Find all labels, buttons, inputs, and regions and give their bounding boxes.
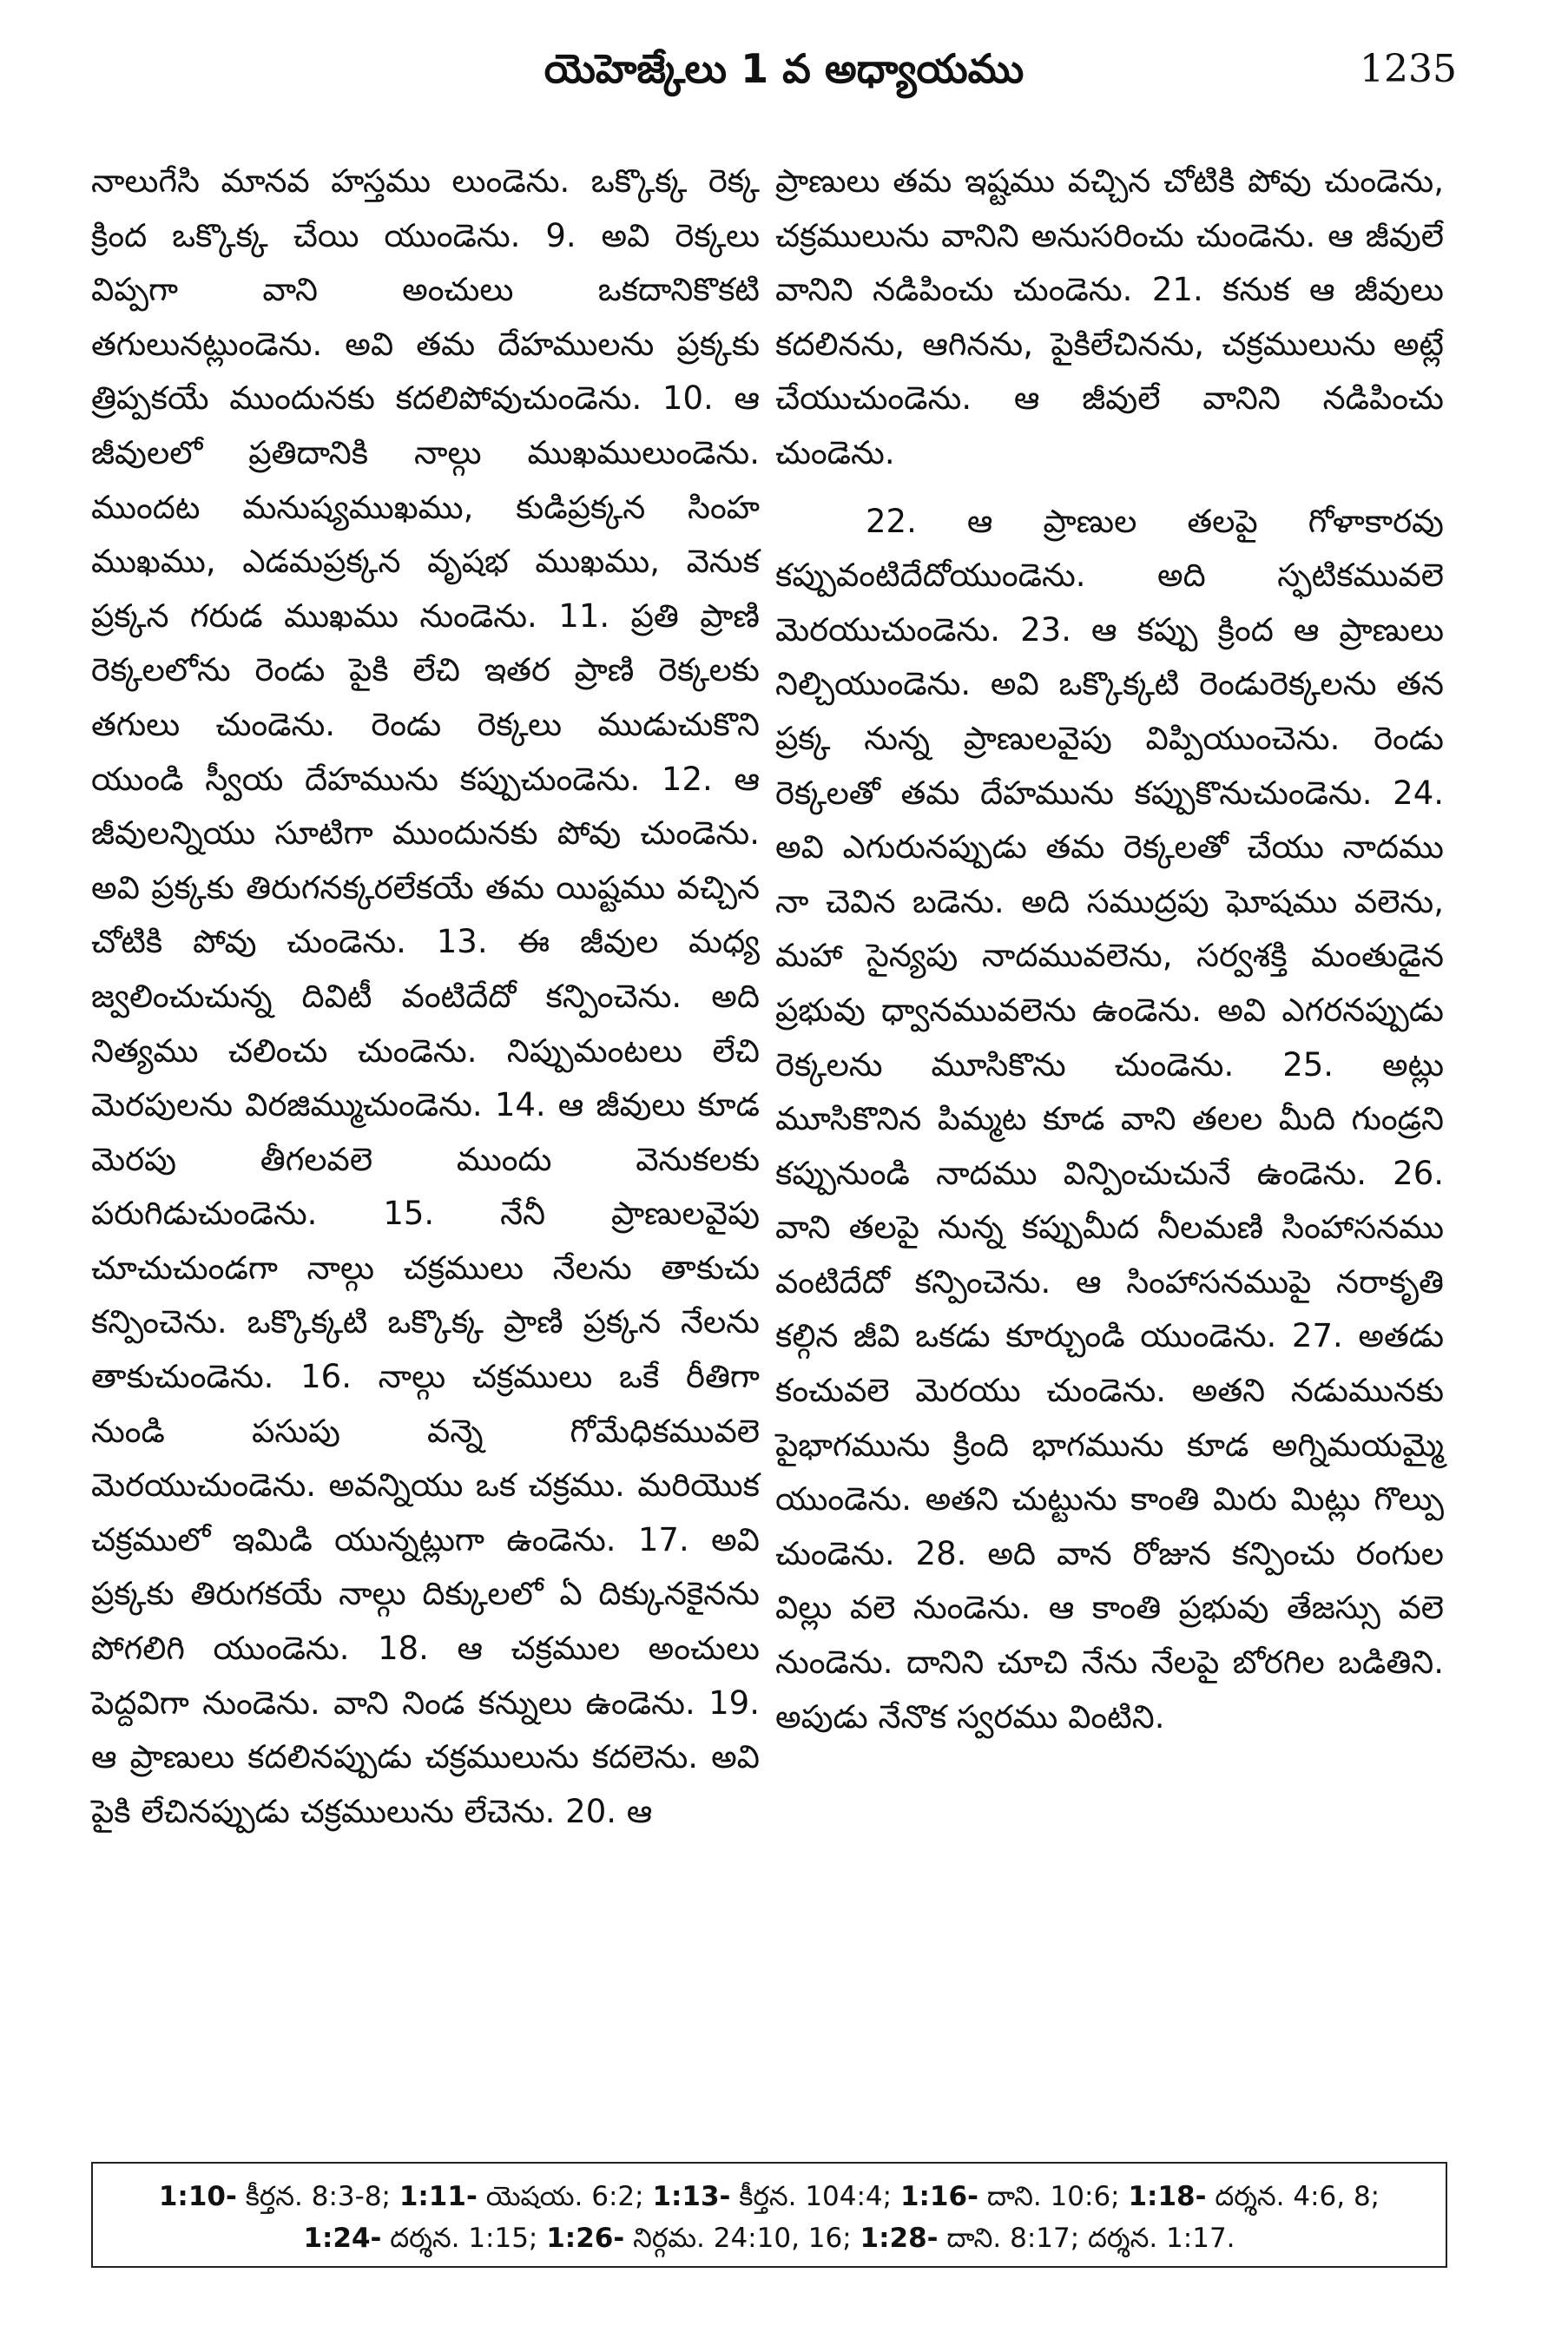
footnote-text: యెషయ. 6:2; <box>485 2181 644 2212</box>
footnote-item <box>546 2223 851 2254</box>
footnote-item <box>900 2181 1120 2212</box>
footnote-ref: 1:10- <box>158 2181 237 2212</box>
right-column <box>775 155 1444 1744</box>
footnote-ref: 1:11- <box>399 2181 478 2212</box>
right-column-paragraph-1: ప్రాణులు తమ ఇష్టము వచ్చిన చోటికి పోవు చుండెను, చక్రములును వానిని అనుసరించు చుండెను. ఆ జీవులే వానిని నడిపించు చుండెను. 21. కనుక ఆ జీవులు కదలినను, ఆగినను, పైకిలేచినను, చక్రములును అట్లే చేయుచుండెను. ఆ జీవులే వానిని నడిపించు చుండెను. <box>775 162 1444 471</box>
page-header <box>0 45 1568 115</box>
footnote-text: కీర్తన. 104:4; <box>739 2181 893 2212</box>
footnote-item <box>303 2223 537 2254</box>
footnote-item <box>159 2181 391 2212</box>
footnote-text: దర్శన. 1:15; <box>390 2223 538 2254</box>
right-column-paragraph-2: 22. ఆ ప్రాణుల తలపై గోళాకారవు కప్పువంటిదేదోయుండెను. అది స్ఫటికమువలె మెరయుచుండెను. 23. ఆ కప్పు క్రింద ఆ ప్రాణులు నిల్చియుండెను. అవి ఒక్కొక్కటి రెండురెక్కలను తన ప్రక్క నున్న ప్రాణులవైపు విప్పియుంచెను. రెండు రెక్కలతో తమ దేహమును కప్పుకొనుచుండెను. 24. అవి ఎగురునప్పుడు తమ రెక్కలతో చేయు నాదము నా చెవిన బడెను. అది సముద్రపు ఘోషము వలెను, మహా సైన్యపు నాదమువలెను, సర్వశక్తి మంతుడైన ప్రభువు ధ్వానమువలెను ఉండెను. అవి ఎగరనప్పుడు రెక్కలను మూసికొను చుండెను. 25. అట్లు మూసికొనిన పిమ్మట కూడ వాని తలల మీది గుండ్రని కప్పునుండి నాదము విన్పించుచునే ఉండెను. 26. వాని తలపై నున్న కప్పుమీద నీలమణి సింహాసనము వంటిదేదో కన్పించెను. ఆ సింహాసనముపై నరాకృతి కల్గిన జీవి ఒకడు కూర్చుండి యుండెను. 27. అతడు కంచువలె మెరయు చుండెను. అతని నడుమునకు పైభాగమును క్రింది భాగమును కూడ అగ్నిమయమ్మై యుండెను. అతని చుట్టును కాంతి మిరు మిట్లు గొల్పు చుండెను. 28. అది వాన రోజున కన్పించు రంగుల విల్లు వలె నుండెను. ఆ కాంతి ప్రభువు తేజస్సు వలె నుండెను. దానిని చూచి నేను నేలపై బోరగిల బడితిని. అపుడు నేనొక స్వరము వింటిని. <box>775 502 1444 1736</box>
footnote-item <box>399 2181 644 2212</box>
footnote-item <box>1128 2181 1380 2212</box>
footnote-ref: 1:16- <box>899 2181 978 2212</box>
footnote-ref: 1:24- <box>303 2223 382 2254</box>
footnote-text: దాని. 10:6; <box>986 2181 1120 2212</box>
cross-reference-box <box>91 2162 1447 2268</box>
page-number: 1235 <box>1360 47 1457 91</box>
footnote-item <box>652 2181 892 2212</box>
footnote-ref: 1:28- <box>860 2223 939 2254</box>
footnote-text: దర్శన. 4:6, 8; <box>1215 2181 1380 2212</box>
left-column <box>91 155 760 1839</box>
footnote-ref: 1:13- <box>652 2181 731 2212</box>
footnote-ref: 1:26- <box>546 2223 625 2254</box>
left-column-text: నాలుగేసి మానవ హస్తము లుండెను. ఒక్కొక్క రెక్క క్రింద ఒక్కొక్క చేయి యుండెను. 9. అవి రెక్కలు విప్పగా వాని అంచులు ఒకదానికొకటి తగులునట్లుండెను. అవి తమ దేహములను ప్రక్కకు త్రిప్పకయే ముందునకు కదలిపోవుచుండెను. 10. ఆ జీవులలో ప్రతిదానికి నాల్గు ముఖములుండెను. ముందట మనుష్యముఖము, కుడిప్రక్కన సింహ ముఖము, ఎడమప్రక్కన వృషభ ముఖము, వెనుక ప్రక్కన గరుడ ముఖము నుండెను. 11. ప్రతి ప్రాణి రెక్కలలోను రెండు పైకి లేచి ఇతర ప్రాణి రెక్కలకు తగులు చుండెను. రెండు రెక్కలు ముడుచుకొని యుండి స్వీయ దేహమును కప్పుచుండెను. 12. ఆ జీవులన్నియు సూటిగా ముందునకు పోవు చుండెను. అవి ప్రక్కకు తిరుగనక్కరలేకయే తమ యిష్టము వచ్చిన చోటికి పోవు చుండెను. 13. ఈ జీవుల మధ్య జ్వలించుచున్న దివిటీ వంటిదేదో కన్పించెను. అది నిత్యము చలించు చుండెను. నిప్పుమంటలు లేచి మెరపులను విరజిమ్ముచుండెను. 14. ఆ జీవులు కూడ మెరపు తీగలవలె ముందు వెనుకలకు పరుగిడుచుండెను. 15. నేనీ ప్రాణులవైపు చూచుచుండగా నాల్గు చక్రములు నేలను తాకుచు కన్పించెను. ఒక్కొక్కటి ఒక్కొక్క ప్రాణి ప్రక్కన నేలను తాకుచుండెను. 16. నాల్గు చక్రములు ఒకే రీతిగా నుండి పసుపు వన్నె గోమేధికమువలె మెరయుచుండెను. అవన్నియు ఒక చక్రము. మరియొక చక్రములో ఇమిడి యున్నట్లుగా ఉండెను. 17. అవి ప్రక్కకు తిరుగకయే నాల్గు దిక్కులలో ఏ దిక్కునకైనను పోగలిగి యుండెను. 18. ఆ చక్రముల అంచులు పెద్దవిగా నుండెను. వాని నిండ కన్నులు ఉండెను. 19. ఆ ప్రాణులు కదలినప్పుడు చక్రములును కదలెను. అవి పైకి లేచినప్పుడు చక్రములును లేచెను. 20. ఆ <box>91 162 760 1830</box>
footnote-item <box>860 2223 1235 2254</box>
footnote-ref: 1:18- <box>1128 2181 1207 2212</box>
footnote-text: దాని. 8:17; దర్శన. 1:17. <box>946 2223 1235 2254</box>
chapter-title: యెహెజ్కేలు 1 వ అధ్యాయము <box>544 45 1024 92</box>
footnote-text: కీర్తన. 8:3-8; <box>245 2181 391 2212</box>
footnote-text: నిర్గమ. 24:10, 16; <box>633 2223 852 2254</box>
